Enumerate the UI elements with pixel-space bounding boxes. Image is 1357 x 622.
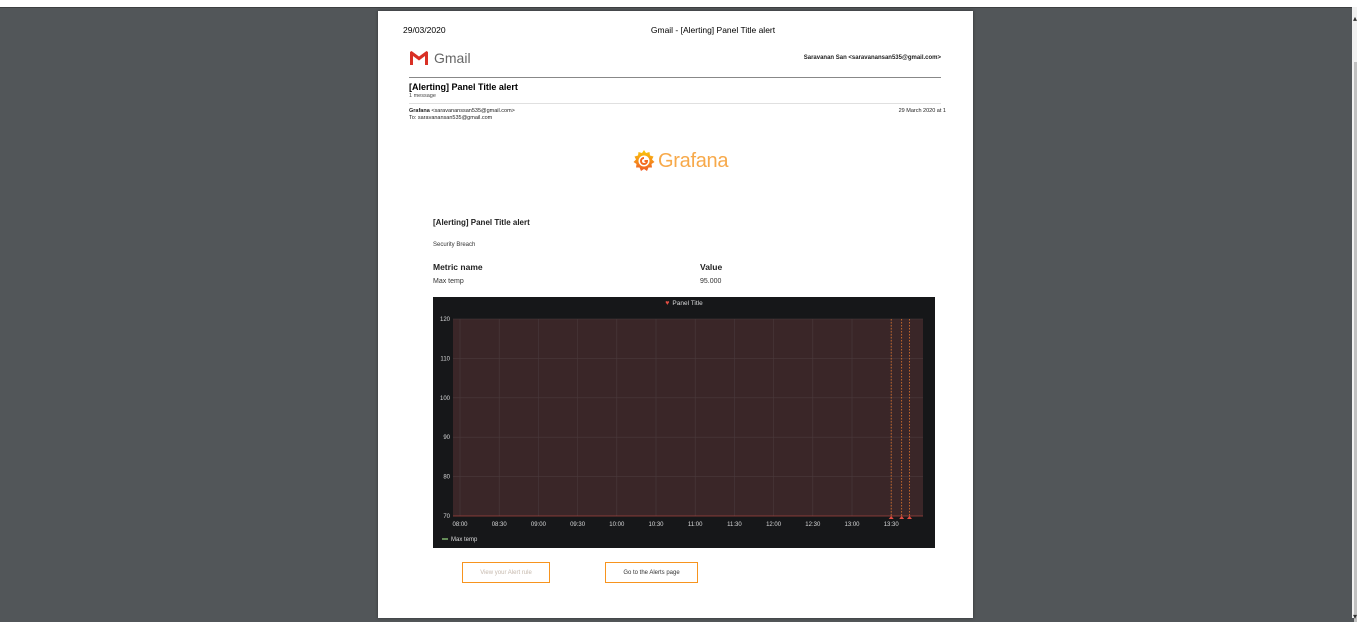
metric-value-cell: 95.000: [700, 278, 722, 285]
x-tick-label: 09:30: [570, 522, 586, 528]
y-tick-label: 120: [439, 317, 450, 323]
grafana-brand: Grafana: [658, 150, 729, 172]
x-tick-label: 12:00: [766, 522, 782, 528]
alerts-page-button[interactable]: Go to the Alerts page: [605, 562, 698, 583]
annotation-marker: [889, 516, 894, 519]
from-email: <saravananssan535@gmail.com>: [431, 108, 515, 114]
metric-name-cell: Max temp: [433, 278, 464, 285]
alert-message: Security Breach: [433, 242, 476, 248]
gmail-logo-icon: [409, 50, 429, 66]
message-count: 1 message: [409, 93, 436, 99]
email-subject: [Alerting] Panel Title alert: [409, 82, 518, 92]
header-divider: [409, 77, 941, 78]
threshold-region: [453, 319, 923, 516]
panel-chart: [433, 297, 935, 548]
legend-label: Max temp: [451, 537, 478, 543]
page-scrollbar[interactable]: [1352, 7, 1357, 621]
value-header: Value: [700, 262, 723, 272]
x-tick-label: 11:00: [687, 522, 703, 528]
x-tick-label: 10:30: [648, 522, 664, 528]
grafana-logo-icon: [630, 147, 658, 175]
y-tick-label: 70: [443, 514, 450, 520]
browser-toolbar: [0, 0, 1357, 8]
metric-name-header: Metric name: [433, 262, 483, 272]
gmail-brand: Gmail: [434, 50, 471, 66]
from-line: [409, 108, 515, 114]
email-date: 29 March 2020 at 1: [898, 108, 946, 114]
print-date: 29/03/2020: [403, 25, 446, 35]
y-tick-label: 100: [439, 395, 450, 402]
x-tick-label: 13:30: [883, 522, 899, 528]
y-tick-label: 80: [443, 474, 450, 481]
account-name: Saravanan San <saravanansan535@gmail.com>: [803, 55, 941, 61]
print-title: Gmail - [Alerting] Panel Title alert: [650, 25, 776, 35]
x-tick-label: 12:30: [805, 522, 821, 528]
x-tick-label: 08:30: [491, 522, 507, 528]
scroll-down-icon[interactable]: ▾: [1352, 612, 1357, 621]
to-line: To: saravanansan535@gmail.com: [409, 115, 493, 121]
alert-title: [Alerting] Panel Title alert: [433, 218, 530, 227]
x-tick-label: 09:00: [530, 522, 546, 528]
x-tick-label: 11:30: [727, 522, 742, 528]
x-tick-label: 08:00: [452, 522, 468, 528]
heart-icon: ♥: [665, 300, 670, 307]
chart-plot: [433, 297, 935, 548]
subject-divider: [409, 103, 941, 104]
y-tick-label: 90: [443, 435, 450, 442]
scroll-up-icon[interactable]: ▴: [1352, 14, 1357, 23]
from-name: Grafana: [409, 108, 430, 114]
view-alert-rule-button[interactable]: View your Alert rule: [462, 562, 550, 583]
x-tick-label: 13:00: [844, 522, 860, 528]
y-tick-label: 110: [440, 356, 450, 363]
pdf-page: [378, 11, 973, 618]
x-tick-label: 10:00: [609, 522, 625, 528]
panel-title-label: Panel Title: [672, 300, 703, 307]
annotation-marker: [907, 516, 912, 519]
annotation-marker: [899, 516, 904, 519]
